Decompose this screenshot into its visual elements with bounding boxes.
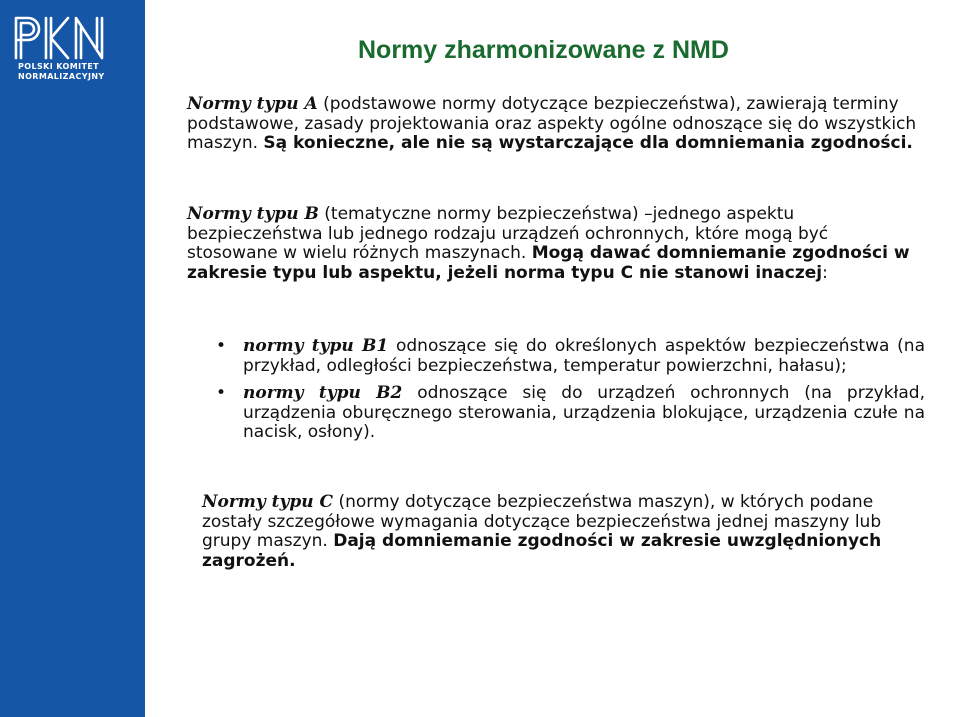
type-b-bold: Mogą dawać domniemanie zgodności w zakresie typu lub aspektu, jeżeli norma typu C nie stanowi inaczej: [187, 243, 910, 283]
sidebar: [0, 0, 145, 717]
page-title: Normy zharmonizowane z NMD: [358, 36, 729, 64]
type-c-bold: Dają domniemanie zgodności w zakresie uwzględnionych zagrożeń.: [202, 531, 882, 571]
logo-text-line2: NORMALIZACYJNY: [18, 72, 105, 81]
b2-label: normy typu B2: [243, 383, 403, 403]
pkn-logo: [10, 10, 112, 82]
type-c-paragraph: [202, 493, 922, 571]
list-item: [200, 337, 925, 376]
slide-content: [145, 0, 960, 717]
list-item: [200, 384, 925, 443]
pkn-logo-mark: [10, 10, 112, 62]
type-b-text: (tematyczne normy bezpieczeństwa) –jednego aspektu bezpieczeństwa lub jednego rodzaju urządzeń ochronnych, które mogą być stosowane w wielu różnych maszynach.: [187, 204, 829, 263]
type-b-paragraph: [187, 205, 917, 283]
type-a-text: (podstawowe normy dotyczące bezpieczeństwa), zawierają terminy podstawowe, zasady projektowania oraz aspekty ogólne odnoszące się do wszystkich maszyn.: [187, 94, 917, 153]
b1-label: normy typu B1: [243, 336, 389, 356]
type-b-label: Normy typu B: [187, 204, 319, 224]
type-a-bold: Są konieczne, ale nie są wystarczające dla domniemania zgodności.: [263, 133, 913, 153]
logo-text-line1: POLSKI KOMITET: [18, 62, 100, 71]
type-b-subtypes-list: [200, 337, 925, 451]
b2-text: odnoszące się do urządzeń ochronnych (na przykład, urządzenia oburęcznego sterowania, urządzenia blokujące, urządzenia czułe na nacisk, osłony).: [243, 383, 925, 442]
type-b-colon: :: [822, 262, 828, 283]
type-a-label: Normy typu A: [187, 94, 318, 114]
b1-text: odnoszące się do określonych aspektów bezpieczeństwa (na przykład, odległości bezpieczeństwa, temperatur powierzchni, hałasu);: [243, 336, 925, 376]
type-c-text: (normy dotyczące bezpieczeństwa maszyn), w których podane zostały szczegółowe wymagania dotyczące bezpieczeństwa jednej maszyny lub grupy maszyn.: [202, 492, 882, 551]
type-c-label: Normy typu C: [202, 492, 334, 512]
type-a-paragraph: [187, 95, 917, 154]
